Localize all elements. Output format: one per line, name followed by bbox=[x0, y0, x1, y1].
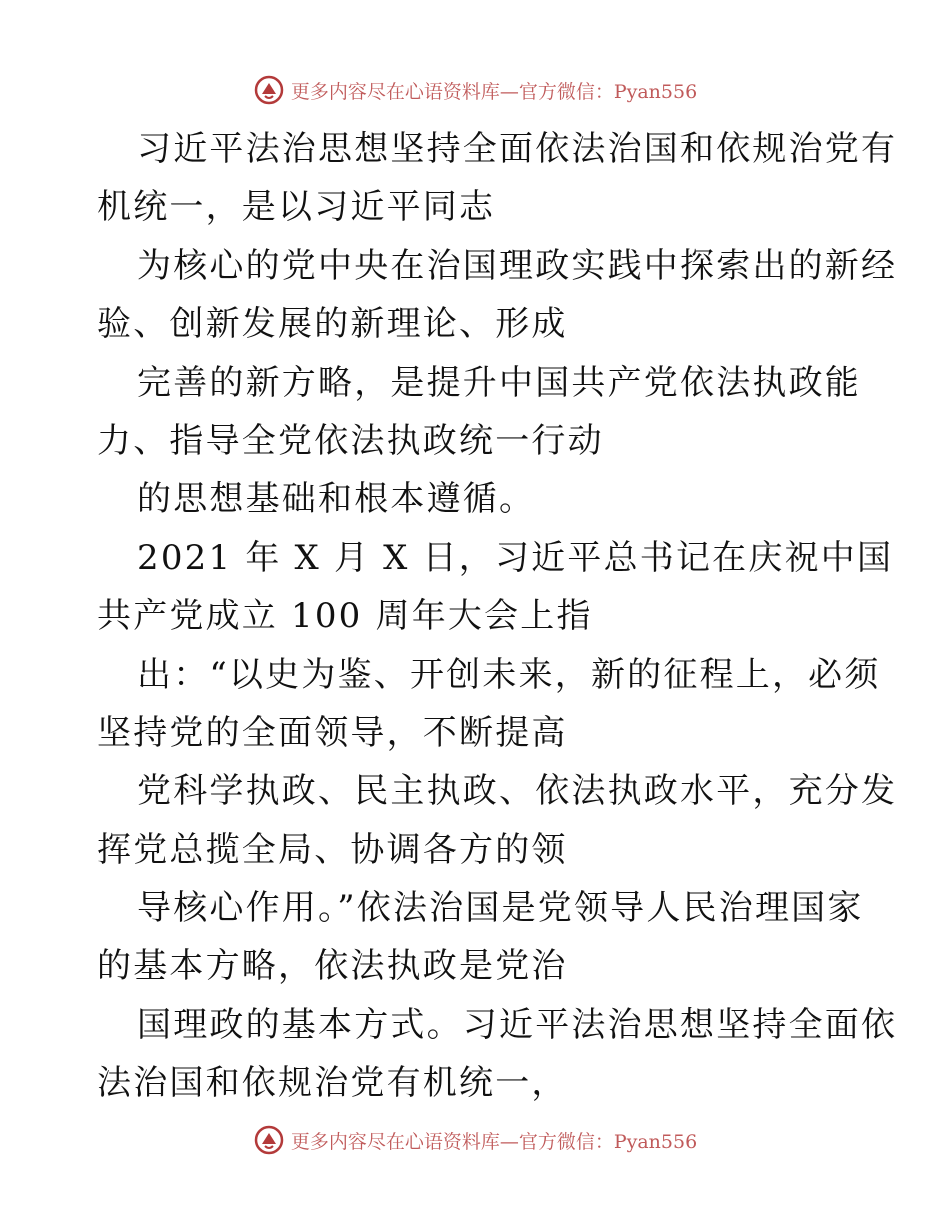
header-watermark bbox=[0, 70, 950, 110]
document-body bbox=[97, 120, 898, 1113]
text-line: 验、创新发展的新理论、形成 bbox=[97, 304, 568, 345]
text-line: 导核心作用。”依法治国是党领导人民治理国家 bbox=[137, 888, 864, 929]
text-line: 党科学执政、民主执政、依法执政水平，充分发 bbox=[137, 771, 898, 812]
text-line: 的基本方略，依法执政是党治 bbox=[97, 946, 568, 987]
logo-icon bbox=[253, 1124, 285, 1156]
text-line: 的思想基础和根本遵循。 bbox=[137, 479, 536, 520]
text-line: 坚持党的全面领导，不断提高 bbox=[97, 712, 568, 753]
text-line: 挥党总揽全局、协调各方的领 bbox=[97, 829, 568, 870]
text-line: 力、指导全党依法执政统一行动 bbox=[97, 420, 604, 461]
text-line: 国理政的基本方式。习近平法治思想坚持全面依 bbox=[137, 1004, 898, 1045]
footer-watermark bbox=[0, 1120, 950, 1160]
text-line: 习近平法治思想坚持全面依法治国和依规治党有 bbox=[137, 129, 898, 169]
text-line: 为核心的党中央在治国理政实践中探索出的新经 bbox=[137, 245, 898, 286]
text-line: 共产党成立 100 周年大会上指 bbox=[97, 596, 593, 637]
header-watermark-text: 更多内容尽在心语资料库—官方微信：Pyan556 bbox=[290, 80, 698, 103]
logo-icon bbox=[253, 74, 285, 106]
text-line: 法治国和依规治党有机统一， bbox=[97, 1063, 568, 1104]
text-line: 机统一，是以习近平同志 bbox=[97, 187, 496, 228]
footer-watermark-text: 更多内容尽在心语资料库—官方微信：Pyan556 bbox=[290, 1130, 698, 1153]
text-line: 2021 年 X 月 X 日，习近平总书记在庆祝中国 bbox=[137, 537, 894, 578]
text-line: 出：“以史为鉴、开创未来，新的征程上，必须 bbox=[137, 654, 881, 695]
text-line: 完善的新方略，是提升中国共产党依法执政能 bbox=[137, 362, 861, 403]
